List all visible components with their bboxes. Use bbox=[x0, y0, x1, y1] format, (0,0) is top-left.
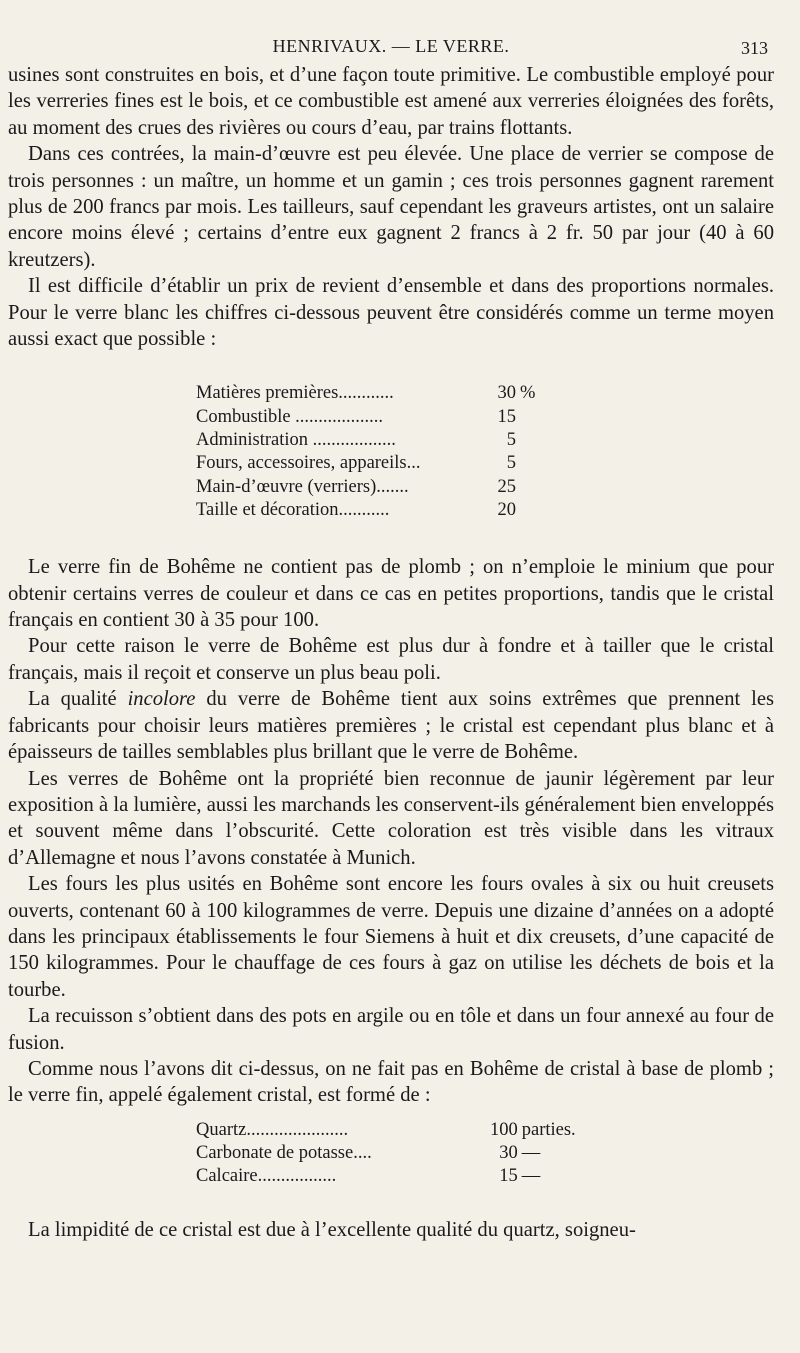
cost-unit bbox=[516, 476, 560, 499]
paragraph-3: Il est difficile d’établir un prix de revient d’ensemble et dans des proportions normales. Pour le verre blanc les chiffres ci-dessous peuvent être considérés comme un terme moyen aussi exact que possible : bbox=[8, 275, 774, 351]
cost-label: Administration .................. bbox=[196, 430, 396, 451]
ingredient-label: Quartz...................... bbox=[196, 1119, 349, 1140]
table-row bbox=[196, 429, 560, 452]
table-row bbox=[196, 1119, 576, 1142]
ingredient-unit: — bbox=[521, 1166, 541, 1187]
running-title: HENRIVAUX. — LE VERRE. bbox=[272, 36, 510, 56]
cost-label: Combustible ................... bbox=[196, 406, 384, 427]
page-header bbox=[8, 0, 774, 62]
cost-unit bbox=[516, 499, 560, 522]
cost-value: 5 bbox=[506, 453, 516, 474]
cost-label: Matières premières............ bbox=[196, 383, 394, 404]
paragraph-9: La recuisson s’obtient dans des pots en argile ou en tôle et dans un four annexé au four de fusion. bbox=[8, 1005, 774, 1054]
paragraph-6-start: La qualité bbox=[28, 688, 128, 711]
ingredient-unit: parties. bbox=[521, 1119, 576, 1140]
page-number: 313 bbox=[741, 38, 768, 58]
cost-unit bbox=[516, 452, 560, 475]
ingredient-value: 100 bbox=[490, 1119, 518, 1140]
table-row bbox=[196, 452, 560, 475]
paragraph-7: Les verres de Bohême ont la propriété bien reconnue de jaunir légèrement par leur exposition à la lumière, aussi les marchands les conservent-ils généralement bien enveloppés et souvent même dans l’obscurité. Cette coloration est très visible dans les vitraux d’Allemagne et nous l’avons constatée à Munich. bbox=[8, 767, 774, 869]
table-row bbox=[196, 499, 560, 522]
paragraph-1: usines sont construites en bois, et d’une façon toute primitive. Le combustible employé pour les verreries fines est le bois, et ce combustible est amené aux verreries éloignées des forêts, au moment des crues des rivières ou cours d’eau, par trains flottants. bbox=[8, 64, 774, 139]
paragraph-8: Les fours les plus usités en Bohême sont encore les fours ovales à six ou huit creusets ouverts, contenant 60 à 100 kilogrammes de verre. Depuis une dizaine d’années on a adopté dans les principaux établissements le four Siemens à huit et dix creusets, d’une capacité de 150 kilogrammes. Pour le chauffage de ces fours à gaz on utilise les déchets de bois et la tourbe. bbox=[8, 873, 774, 1001]
ingredient-value: 30 bbox=[499, 1143, 518, 1164]
cost-label: Taille et décoration........... bbox=[196, 499, 390, 520]
table-row bbox=[196, 382, 560, 405]
cost-value: 5 bbox=[506, 430, 516, 451]
paragraph-4: Le verre fin de Bohême ne contient pas de plomb ; on n’emploie le minium que pour obtenir certains verres de couleur et dans ce cas en petites proportions, tandis que le cristal français en contient 30 à 35 pour 100. bbox=[8, 556, 774, 632]
paragraph-2: Dans ces contrées, la main-d’œuvre est peu élevée. Une place de verrier se compose de trois personnes : un maître, un homme et un gamin ; ces trois personnes gagnent rarement plus de 200 francs par mois. Les tailleurs, sauf cependant les graveurs artistes, ont un salaire encore moins élevé ; certains d’entre eux gagnent 2 francs à 2 fr. 50 par jour (40 à 60 kreutzers). bbox=[8, 143, 774, 271]
paragraph-6 bbox=[8, 686, 774, 765]
paragraph-6-end: du verre de Bohême tient aux soins extrêmes que prennent les fabricants pour choisir leurs matières premières ; le cristal est cependant plus blanc et à épaisseurs de tailles semblables plus brillant que le verre de Bohême. bbox=[8, 688, 774, 764]
table-row bbox=[196, 1165, 576, 1188]
table-row bbox=[196, 1142, 576, 1165]
cost-label: Main-d’œuvre (verriers)....... bbox=[196, 476, 409, 497]
cost-breakdown-table bbox=[196, 382, 560, 522]
cost-value: 15 bbox=[497, 406, 516, 427]
paragraph-11: La limpidité de ce cristal est due à l’excellente qualité du quartz, soigneu- bbox=[28, 1218, 636, 1241]
table-row bbox=[196, 476, 560, 499]
ingredient-unit: — bbox=[521, 1143, 541, 1164]
table-row bbox=[196, 406, 560, 429]
cost-unit bbox=[516, 406, 560, 429]
cost-value: 25 bbox=[497, 476, 516, 497]
paragraph-10: Comme nous l’avons dit ci-dessus, on ne fait pas en Bohême de cristal à base de plomb ; le verre fin, appelé également cristal, est formé de : bbox=[8, 1057, 774, 1107]
cost-unit bbox=[516, 429, 560, 452]
ingredient-value: 15 bbox=[499, 1166, 518, 1187]
cost-unit: % bbox=[520, 383, 536, 404]
cost-label: Fours, accessoires, appareils... bbox=[196, 453, 421, 474]
paragraph-5: Pour cette raison le verre de Bohême est plus dur à fondre et à tailler que le cristal français, mais il reçoit et conserve un plus beau poli. bbox=[8, 635, 774, 684]
composition-table bbox=[196, 1119, 576, 1189]
emphasis-incolore: incolore bbox=[127, 688, 196, 711]
cost-value: 30 bbox=[497, 383, 516, 404]
ingredient-label: Carbonate de potasse.... bbox=[196, 1143, 372, 1164]
ingredient-label: Calcaire................. bbox=[196, 1166, 337, 1187]
cost-value: 20 bbox=[497, 499, 516, 520]
